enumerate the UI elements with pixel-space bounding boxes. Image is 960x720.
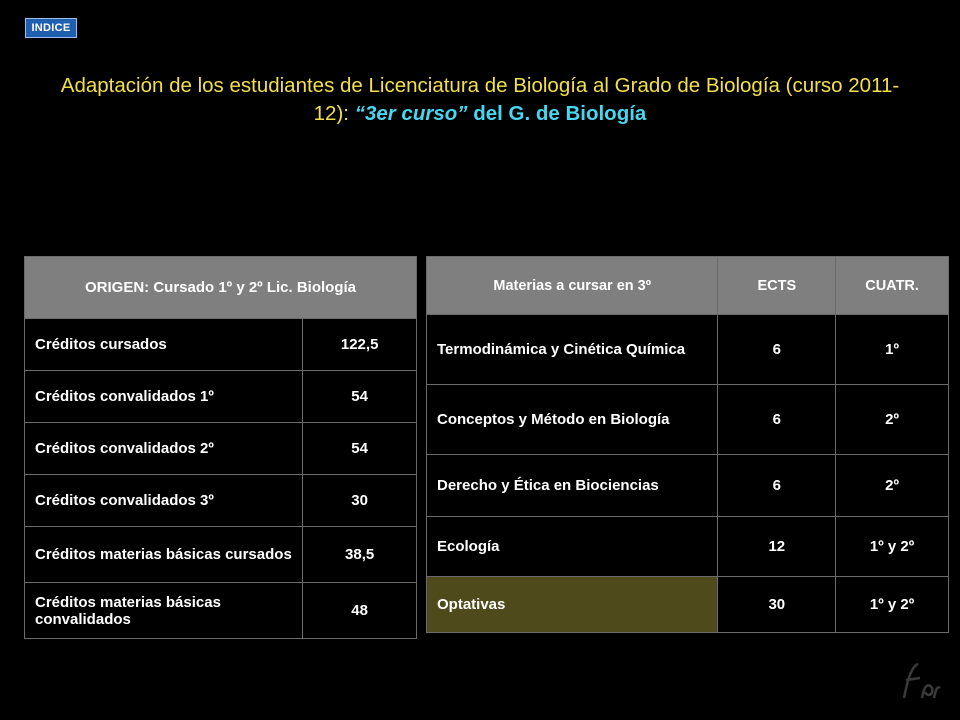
subject-name: Optativas (427, 577, 718, 633)
row-value: 54 (303, 423, 417, 475)
table-row (25, 583, 417, 639)
subject-ects: 6 (718, 385, 836, 455)
row-value: 48 (303, 583, 417, 639)
row-label: Créditos convalidados 1º (25, 371, 303, 423)
subject-name: Ecología (427, 517, 718, 577)
table-row (427, 577, 949, 633)
subject-ects: 6 (718, 315, 836, 385)
row-label: Créditos materias básicas convalidados (25, 583, 303, 639)
table-row (25, 527, 417, 583)
table-row (25, 371, 417, 423)
row-value: 54 (303, 371, 417, 423)
title-highlight-course: “3er curso” (354, 102, 468, 125)
table-row (427, 455, 949, 517)
subject-ects: 12 (718, 517, 836, 577)
origin-table-header: ORIGEN: Cursado 1º y 2º Lic. Biología (25, 257, 417, 319)
row-label: Créditos convalidados 2º (25, 423, 303, 475)
col-header-subject: Materias a cursar en 3º (427, 257, 718, 315)
row-label: Créditos convalidados 3º (25, 475, 303, 527)
subject-ects: 6 (718, 455, 836, 517)
subject-name: Termodinámica y Cinética Química (427, 315, 718, 385)
row-label: Créditos materias básicas cursados (25, 527, 303, 583)
subject-cuatr: 1º y 2º (836, 577, 949, 633)
table-row (25, 423, 417, 475)
title-highlight-degree: del G. de Biología (467, 102, 647, 125)
table-row (427, 385, 949, 455)
title-text: Adaptación de los estudiantes de Licenciatura de Biología al Grado de Biología (curso 2011-12): (60, 74, 900, 125)
row-value: 30 (303, 475, 417, 527)
table-row (427, 315, 949, 385)
table-row (427, 517, 949, 577)
origin-credits-table (24, 256, 417, 639)
col-header-ects: ECTS (718, 257, 836, 315)
col-header-cuatr: CUATR. (836, 257, 949, 315)
row-label: Créditos cursados (25, 319, 303, 371)
subject-cuatr: 2º (836, 455, 949, 517)
subject-name: Derecho y Ética en Biociencias (427, 455, 718, 517)
subject-cuatr: 1º y 2º (836, 517, 949, 577)
table-row (25, 319, 417, 371)
row-value: 38,5 (303, 527, 417, 583)
subject-cuatr: 2º (836, 385, 949, 455)
subject-ects: 30 (718, 577, 836, 633)
subject-cuatr: 1º (836, 315, 949, 385)
table-header-row (427, 257, 949, 315)
subject-name: Conceptos y Método en Biología (427, 385, 718, 455)
index-button[interactable]: INDICE (25, 18, 77, 38)
signature-watermark (898, 658, 942, 712)
subjects-table (426, 256, 949, 633)
page-title (60, 72, 900, 128)
row-value: 122,5 (303, 319, 417, 371)
table-row (25, 475, 417, 527)
signature-mark-icon (898, 658, 942, 702)
